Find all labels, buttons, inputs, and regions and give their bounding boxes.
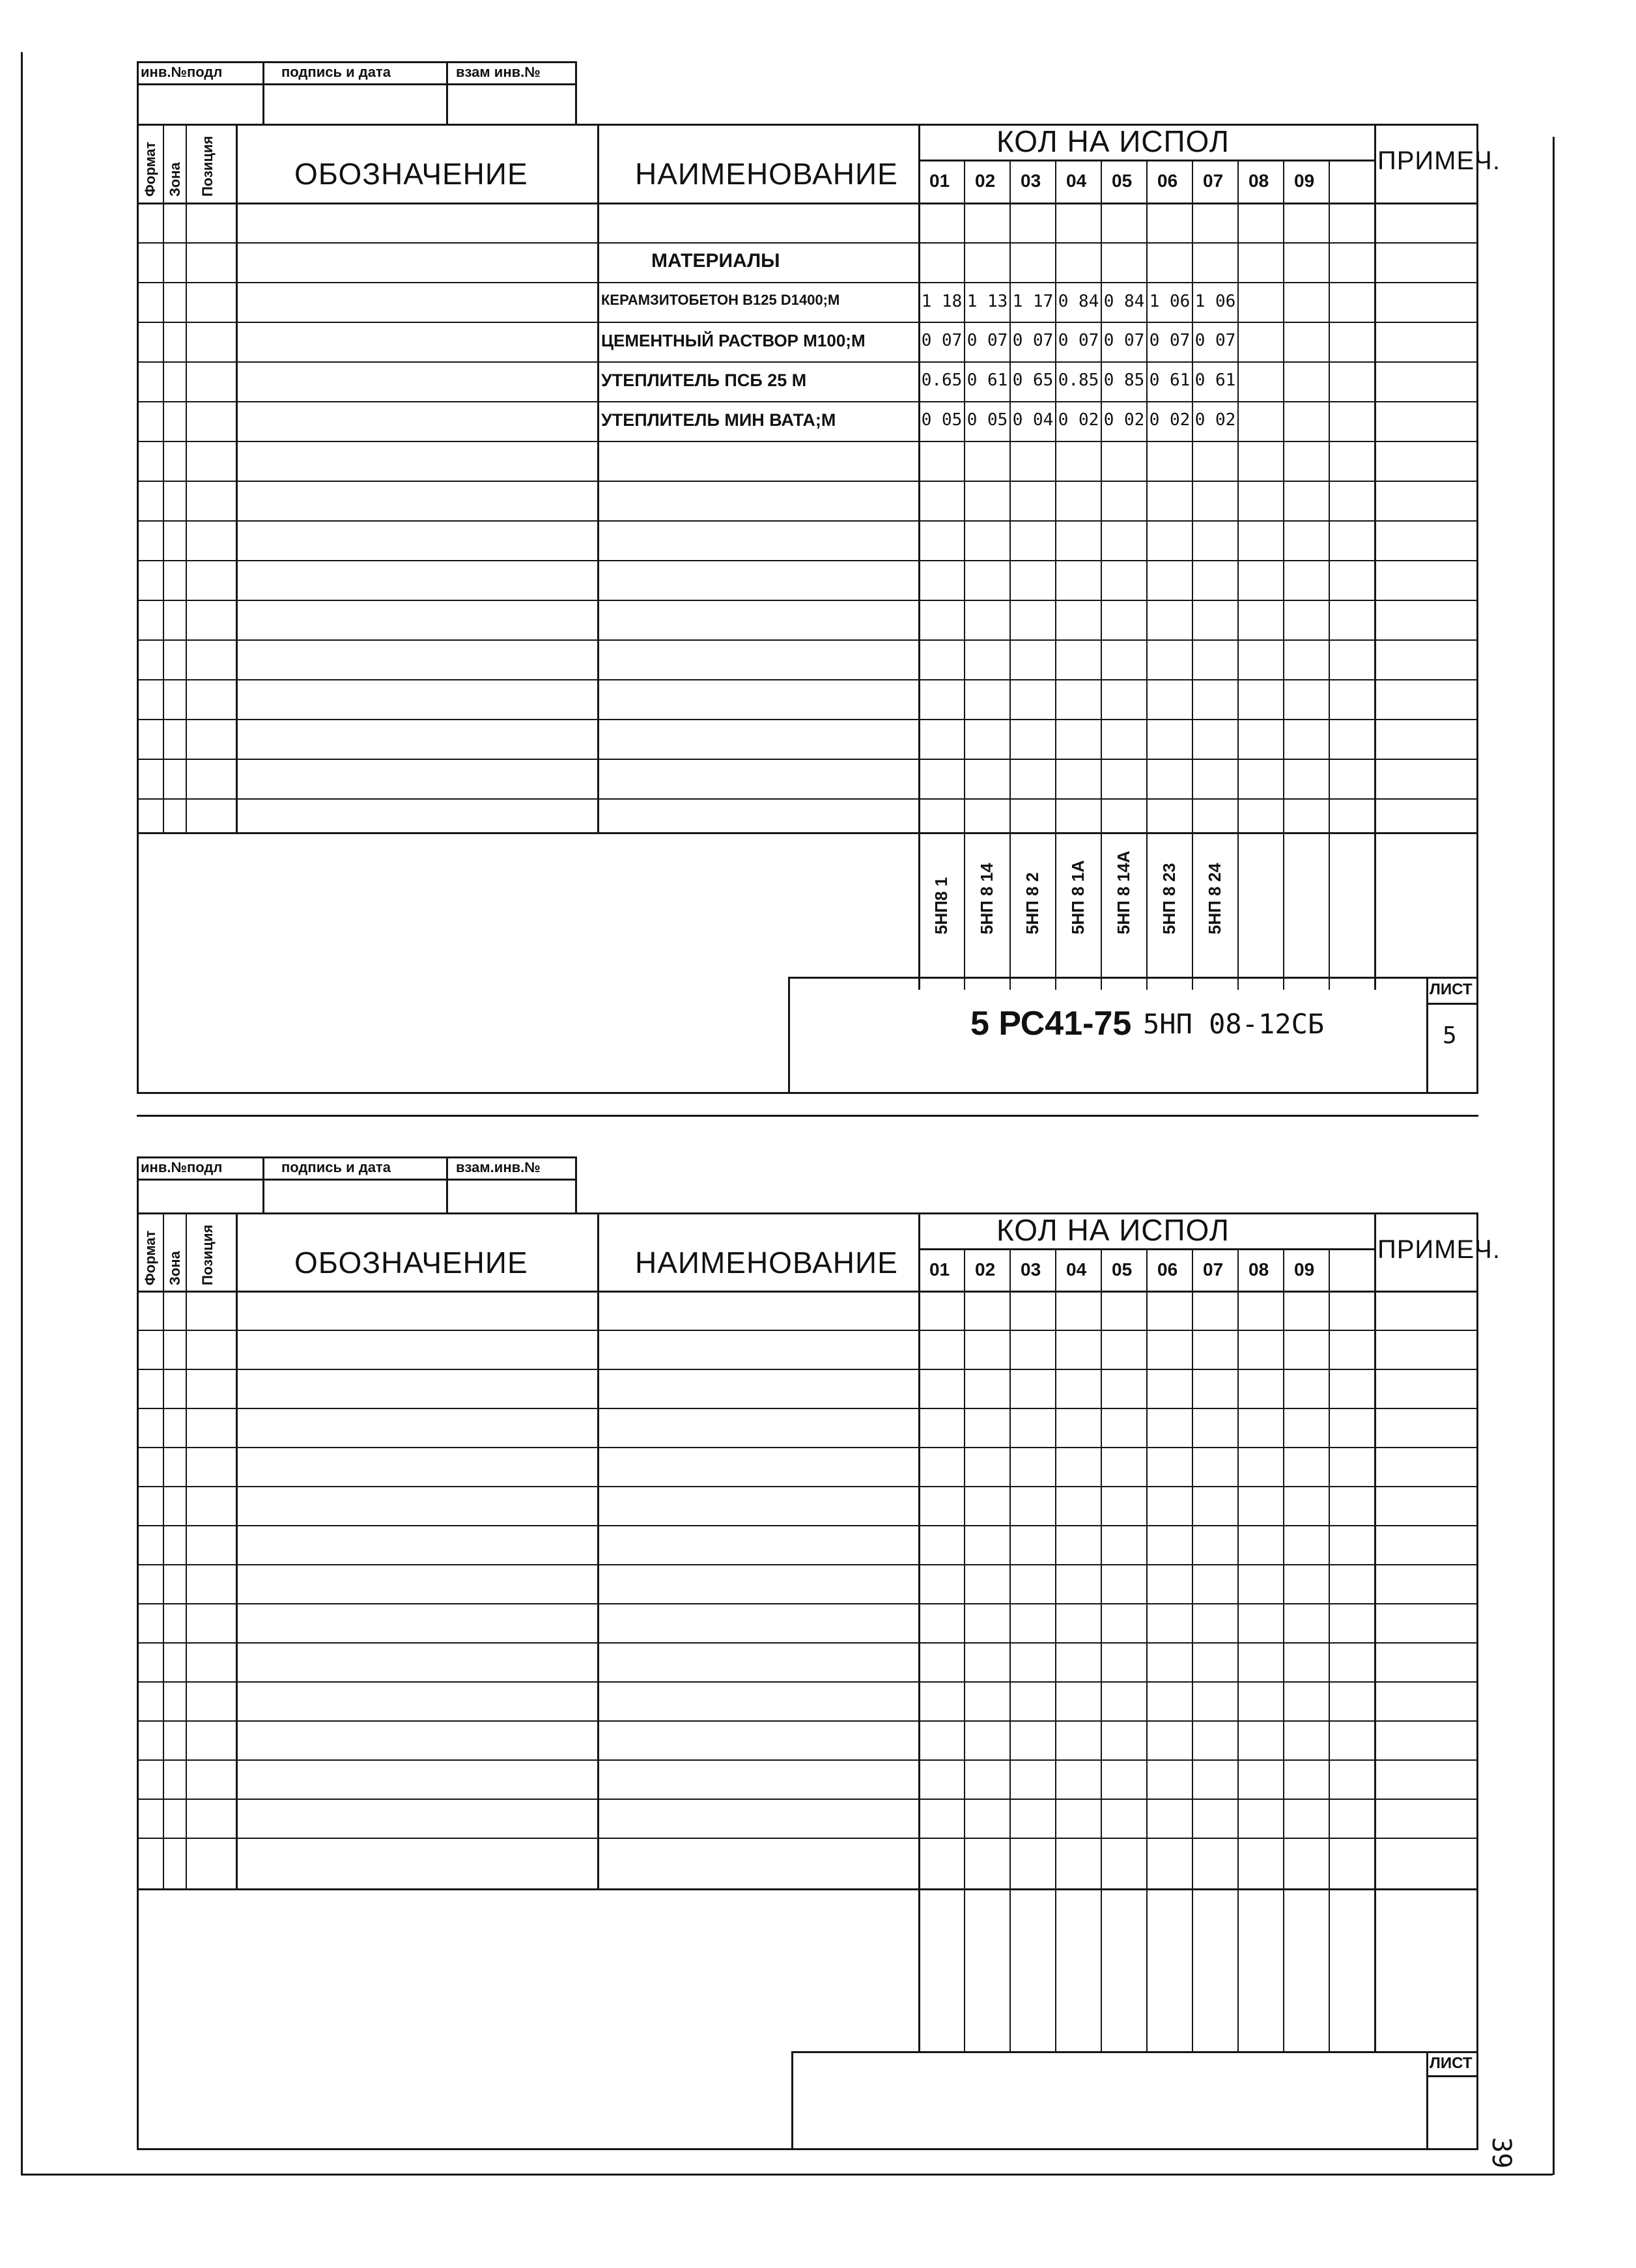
col-02: 02 (975, 1259, 996, 1280)
value-cell: 0 05 (921, 410, 963, 430)
bottom-spec-table (137, 1212, 1501, 2150)
document-number: 5 РС41-75 (970, 1005, 1132, 1043)
col-06: 06 (1157, 171, 1178, 191)
col-02: 02 (975, 171, 996, 191)
value-cell: 1 18 (921, 292, 963, 311)
stamp-signature-label: подпись и дата (281, 1159, 391, 1175)
stamp-inv-label: инв.№подл (141, 64, 223, 80)
value-cell: 1 06 (1149, 292, 1191, 311)
stamp-inv-label: инв.№подл (141, 1159, 223, 1175)
value-cell: 0 02 (1103, 410, 1145, 430)
column-code: 5НП 8 14 (977, 863, 996, 934)
value-cell: 0 05 (966, 410, 1008, 430)
col-01: 01 (929, 1259, 950, 1280)
value-cell: 1 13 (966, 292, 1008, 311)
value-cell: 0 04 (1012, 410, 1054, 430)
col-03: 03 (1021, 171, 1041, 191)
value-cell: 0 02 (1194, 410, 1236, 430)
stamp-replace-label: взам.инв.№ (456, 1159, 541, 1175)
header-note: ПРИМЕЧ. (1377, 1235, 1501, 1264)
col-03: 03 (1021, 1259, 1041, 1280)
section-title: МАТЕРИАЛЫ (651, 250, 780, 272)
column-code: 5НП 8 14А (1114, 850, 1133, 934)
header-name: НАИМЕНОВАНИЕ (635, 157, 898, 191)
top-stamp (137, 61, 577, 124)
value-cell: 1 06 (1194, 292, 1236, 311)
value-cell: 0 84 (1103, 292, 1145, 311)
material-name: КЕРАМЗИТОБЕТОН В125 D1400;М (601, 292, 840, 308)
col-06: 06 (1157, 1259, 1178, 1280)
header-position: Позиция (199, 135, 216, 197)
column-code: 5НП 8 24 (1205, 863, 1224, 934)
value-cell: 0 07 (966, 331, 1008, 350)
page-bottom-border (21, 2174, 1553, 2176)
header-designation: ОБОЗНАЧЕНИЕ (294, 157, 528, 191)
value-cell: 1 17 (1012, 292, 1054, 311)
value-cell: 0 61 (966, 371, 1008, 390)
value-cell: 0 07 (1058, 331, 1099, 350)
value-cell: 0 61 (1149, 371, 1191, 390)
value-cell: 0 02 (1058, 410, 1099, 430)
page-left-border (21, 52, 23, 2175)
value-cell: 0 65 (1012, 371, 1054, 390)
column-code: 5НП 8 1А (1068, 860, 1088, 934)
page-number: 39 (1486, 2137, 1516, 2169)
col-08: 08 (1248, 171, 1269, 191)
column-code: 5НП8 1 (931, 876, 951, 934)
sheet-divider (137, 1115, 1478, 1117)
value-cell: 0 61 (1194, 371, 1236, 390)
value-cell: 0.65 (921, 371, 963, 390)
value-cell: 0 07 (1149, 331, 1191, 350)
header-position: Позиция (199, 1224, 216, 1285)
header-format: Формат (142, 1230, 158, 1285)
sheet-label: ЛИСТ (1430, 2054, 1473, 2072)
value-cell: 0 02 (1149, 410, 1191, 430)
col-01: 01 (929, 171, 950, 191)
value-cell: 0.85 (1058, 371, 1099, 390)
material-name: УТЕПЛИТЕЛЬ ПСБ 25 М (601, 371, 807, 390)
value-cell: 0 84 (1058, 292, 1099, 311)
value-cell: 0 07 (1103, 331, 1145, 350)
col-08: 08 (1248, 1259, 1269, 1280)
col-09: 09 (1294, 1259, 1315, 1280)
header-format: Формат (142, 141, 158, 197)
column-code: 5НП 8 23 (1159, 863, 1179, 934)
material-name: ЦЕМЕНТНЫЙ РАСТВОР М100;М (601, 331, 866, 350)
sheet-label: ЛИСТ (1430, 981, 1473, 998)
stamp-replace-label: взам инв.№ (456, 64, 541, 80)
header-name: НАИМЕНОВАНИЕ (635, 1246, 898, 1280)
value-cell: 0 07 (921, 331, 963, 350)
header-kol-na-ispol: КОЛ НА ИСПОЛ (996, 124, 1230, 158)
header-designation: ОБОЗНАЧЕНИЕ (294, 1246, 528, 1280)
col-04: 04 (1066, 1259, 1087, 1280)
material-name: УТЕПЛИТЕЛЬ МИН ВАТА;М (601, 410, 836, 430)
stamp-signature-label: подпись и дата (281, 64, 391, 80)
col-05: 05 (1112, 171, 1133, 191)
value-cell: 0 85 (1103, 371, 1145, 390)
col-09: 09 (1294, 171, 1315, 191)
col-05: 05 (1112, 1259, 1133, 1280)
document-number-hand: 5НП 08-12СБ (1143, 1008, 1325, 1040)
value-cell: 0 07 (1194, 331, 1236, 350)
header-zone: Зона (167, 162, 183, 197)
header-note: ПРИМЕЧ. (1377, 147, 1501, 175)
col-07: 07 (1203, 1259, 1224, 1280)
col-07: 07 (1203, 171, 1224, 191)
column-code: 5НП 8 2 (1022, 872, 1042, 934)
value-cell: 0 07 (1012, 331, 1054, 350)
bottom-stamp (137, 1156, 577, 1212)
sheet-number: 5 (1443, 1022, 1457, 1049)
header-kol-na-ispol: КОЛ НА ИСПОЛ (996, 1213, 1230, 1247)
col-04: 04 (1066, 171, 1087, 191)
page-right-border (1553, 137, 1555, 2175)
header-zone: Зона (167, 1251, 183, 1285)
top-spec-table (137, 124, 1501, 1094)
